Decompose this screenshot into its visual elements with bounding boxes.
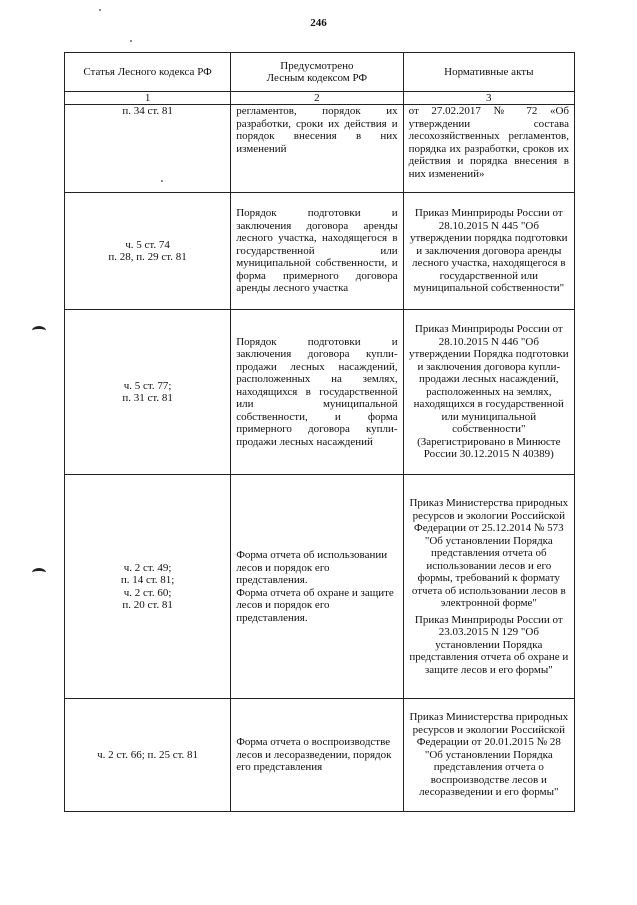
provision-cell: Порядок подготовки и заключения договора аренды лесного участка, находящегося в государственной или муниципальной собственности, и форма примерного договора аренды лесного участка [231, 193, 403, 310]
scan-mark [32, 326, 46, 335]
scan-speck [161, 180, 163, 182]
normative-acts-table [64, 52, 575, 812]
table-row [65, 310, 575, 475]
provision-cell: Форма отчета о воспроизводстве лесов и лесоразведении, порядок его представления [231, 699, 403, 812]
column-number: 3 [403, 92, 574, 105]
column-number: 2 [231, 92, 403, 105]
header-row [65, 53, 575, 92]
acts-cell: от 27.02.2017 № 72 «Об утверждении состава лесохозяйственных регламентов, порядка их разработки, сроков их действия и порядка внесения в них изменений» [403, 105, 574, 193]
scan-mark [32, 568, 46, 577]
scan-speck [130, 40, 132, 42]
article-cell: ч. 2 ст. 66; п. 25 ст. 81 [65, 699, 231, 812]
provision-cell: Форма отчета об использовании лесов и порядок его представления. Форма отчета об охране и защите лесов и порядок его представления. [231, 475, 403, 699]
acts-cell: Приказ Минприроды России от 28.10.2015 N 445 "Об утверждении порядка подготовки и заключения договора аренды лесного участка, находящегося в государственной или муниципальной собственности" [403, 193, 574, 310]
page-number: 246 [310, 17, 327, 29]
provision-cell: регламентов, порядок их разработки, сроки их действия и порядок внесения в них изменений [231, 105, 403, 193]
acts-cell: Приказ Минприроды России от 28.10.2015 N 446 "Об утверждении Порядка подготовки и заключения договора купли-продажи лесных насаждений, расположенных на землях, находящихся в государственной или муниципальной собственности" (Зарегистрировано в Минюсте России 30.12.2015 N 40389) [403, 310, 574, 475]
table-row [65, 105, 575, 193]
header-provided: Предусмотрено Лесным кодексом РФ [231, 53, 403, 92]
table-row [65, 699, 575, 812]
column-number-row [65, 92, 575, 105]
header-article: Статья Лесного кодекса РФ [65, 53, 231, 92]
column-number: 1 [65, 92, 231, 105]
table-row [65, 475, 575, 699]
article-cell: ч. 5 ст. 77; п. 31 ст. 81 [65, 310, 231, 475]
scan-speck [99, 9, 101, 11]
acts-cell: Приказ Министерства природных ресурсов и экологии Российской Федерации от 20.01.2015 № 28 "Об установлении Порядка представления отчета о воспроизводстве лесов и лесоразведении и его формы" [403, 699, 574, 812]
provision-cell: Порядок подготовки и заключения договора купли-продажи лесных насаждений, расположенных на землях, находящихся в государственной или муниципальной собственности, и форма примерного договора купли-продажи лесных насаждений [231, 310, 403, 475]
article-cell: ч. 5 ст. 74 п. 28, п. 29 ст. 81 [65, 193, 231, 310]
header-acts: Нормативные акты [403, 53, 574, 92]
acts-cell: Приказ Министерства природных ресурсов и экологии Российской Федерации от 25.12.2014 № 573 "Об установлении Порядка представления отчета об использовании лесов и его формы, требований к формату отчета об использовании лесов в электронной форме" Приказ Минприроды России от 23.03.2015 N 129 "Об установлении Порядка представления отчета об охране и защите лесов и его формы" [403, 475, 574, 699]
table-row [65, 193, 575, 310]
article-cell: ч. 2 ст. 49; п. 14 ст. 81; ч. 2 ст. 60; п. 20 ст. 81 [65, 475, 231, 699]
article-cell: п. 34 ст. 81 [65, 105, 231, 193]
